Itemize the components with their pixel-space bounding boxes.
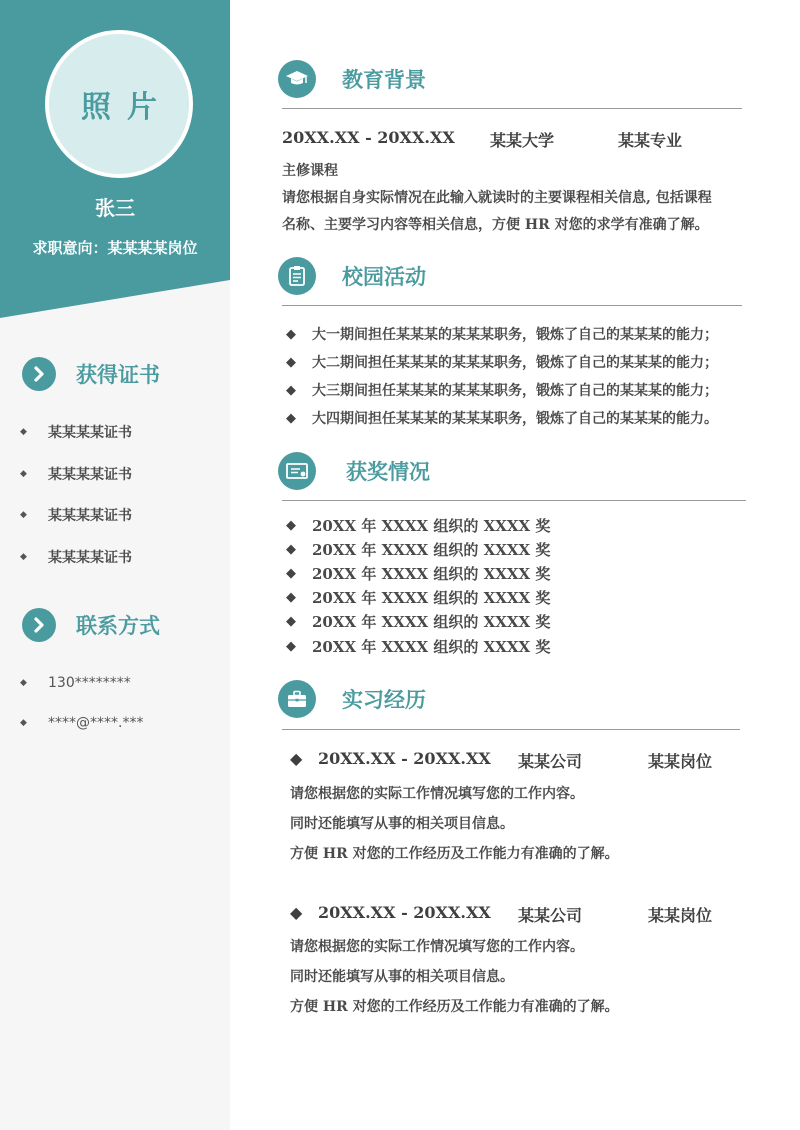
chevron-right-icon [22, 357, 56, 391]
briefcase-icon [278, 680, 316, 718]
diamond-bullet-icon: ◆ [286, 614, 296, 630]
certificates-heading [22, 357, 160, 391]
campus-list [286, 320, 718, 432]
job-company: 某某公司 [518, 906, 583, 925]
contact-list [20, 673, 143, 753]
list-item: ◆ 某某某某证书 [20, 549, 132, 566]
graduation-cap-icon [278, 60, 316, 98]
contact-heading [22, 608, 160, 642]
diamond-bullet-icon: ◆ [290, 903, 303, 922]
awards-list [286, 513, 550, 658]
list-item: ◆ 20XX 年 XXXX 组织的 XXXX 奖 [286, 613, 551, 632]
list-item: ◆ 某某某某证书 [20, 425, 132, 441]
job-position: 某某岗位 [648, 906, 713, 925]
diamond-bullet-icon: ◆ [286, 354, 296, 370]
candidate-name: 张三 [95, 196, 135, 220]
sidebar [0, 0, 230, 1130]
bullet-icon: ◆ [20, 678, 27, 688]
job-intent: 求职意向：某某某某岗位 [32, 239, 198, 257]
job-desc-line: 同时还能填写从事的相关项目信息。 [290, 816, 514, 832]
bullet-icon: ◆ [20, 427, 27, 437]
divider [282, 729, 740, 730]
education-school: 某某大学 [490, 131, 555, 150]
diamond-bullet-icon: ◆ [286, 410, 296, 426]
list-item: ◆ 20XX 年 XXXX 组织的 XXXX 奖 [286, 516, 551, 535]
diamond-bullet-icon: ◆ [286, 590, 296, 606]
campus-heading [278, 257, 426, 295]
certificate-icon [278, 452, 316, 490]
education-desc-line: 请您根据自身实际情况在此输入就读时的主要课程相关信息, 包括课程 [282, 190, 712, 206]
list-item: ◆ 20XX 年 XXXX 组织的 XXXX 奖 [286, 589, 551, 608]
list-item: ◆ 大四期间担任某某某的某某某职务，锻炼了自己的某某某的能力。 [286, 410, 718, 427]
list-item: ◆ 20XX 年 XXXX 组织的 XXXX 奖 [286, 564, 551, 583]
job-desc-line: 方便 HR 对您的工作经历及工作能力有准确的了解。 [290, 846, 619, 862]
education-date: 20XX.XX - 20XX.XX [282, 128, 455, 147]
phone-item: ◆ 130******** [20, 675, 131, 691]
awards-title: 获奖情况 [346, 459, 430, 484]
job-date: 20XX.XX - 20XX.XX [318, 749, 491, 768]
list-item: ◆ 大二期间担任某某某的某某某职务，锻炼了自己的某某某的能力； [286, 354, 718, 371]
job-desc-line: 请您根据您的实际工作情况填写您的工作内容。 [290, 786, 584, 802]
diamond-bullet-icon: ◆ [286, 565, 296, 581]
bullet-icon: ◆ [20, 510, 27, 520]
diamond-bullet-icon: ◆ [286, 638, 296, 654]
job-company: 某某公司 [518, 752, 583, 771]
list-item: ◆ 20XX 年 XXXX 组织的 XXXX 奖 [286, 637, 551, 656]
bullet-icon: ◆ [20, 468, 27, 479]
job-position: 某某岗位 [648, 752, 713, 771]
contact-title: 联系方式 [76, 613, 160, 638]
divider [282, 305, 742, 306]
job-desc-line: 同时还能填写从事的相关项目信息。 [290, 969, 514, 985]
clipboard-icon [278, 257, 316, 295]
diamond-bullet-icon: ◆ [286, 517, 296, 533]
chevron-right-icon [22, 608, 56, 642]
courses-label: 主修课程 [282, 163, 338, 179]
campus-title: 校园活动 [342, 264, 426, 289]
education-desc-line: 名称、主要学习内容等相关信息，方便 HR 对您的求学有准确了解。 [282, 217, 709, 233]
job-desc-line: 请您根据您的实际工作情况填写您的工作内容。 [290, 939, 584, 955]
job-date: 20XX.XX - 20XX.XX [318, 903, 491, 922]
certificates-list [20, 422, 132, 588]
list-item: ◆ 20XX 年 XXXX 组织的 XXXX 奖 [286, 540, 551, 559]
email-item: ◆ ****@****.*** [20, 715, 144, 731]
diamond-bullet-icon: ◆ [286, 382, 296, 398]
bullet-icon: ◆ [20, 718, 27, 728]
internship-title: 实习经历 [342, 687, 426, 712]
photo-placeholder: 照片 [45, 30, 193, 178]
list-item: ◆ 大一期间担任某某某的某某某职务，锻炼了自己的某某某的能力； [286, 326, 718, 343]
diamond-bullet-icon: ◆ [286, 326, 296, 342]
divider [282, 500, 746, 501]
bullet-icon: ◆ [20, 551, 27, 562]
job-desc-line: 方便 HR 对您的工作经历及工作能力有准确的了解。 [290, 999, 619, 1015]
education-heading [278, 60, 426, 98]
diamond-bullet-icon: ◆ [290, 749, 303, 768]
education-title: 教育背景 [342, 67, 426, 92]
list-item: ◆ 某某某某证书 [20, 508, 132, 524]
awards-heading [278, 452, 430, 490]
education-major: 某某专业 [618, 131, 683, 150]
list-item: ◆ 大三期间担任某某某的某某某职务，锻炼了自己的某某某的能力； [286, 382, 718, 399]
list-item: ◆ 某某某某证书 [20, 466, 132, 483]
internship-heading [278, 680, 426, 718]
divider [282, 108, 742, 109]
certificates-title: 获得证书 [76, 362, 160, 387]
diamond-bullet-icon: ◆ [286, 541, 296, 557]
